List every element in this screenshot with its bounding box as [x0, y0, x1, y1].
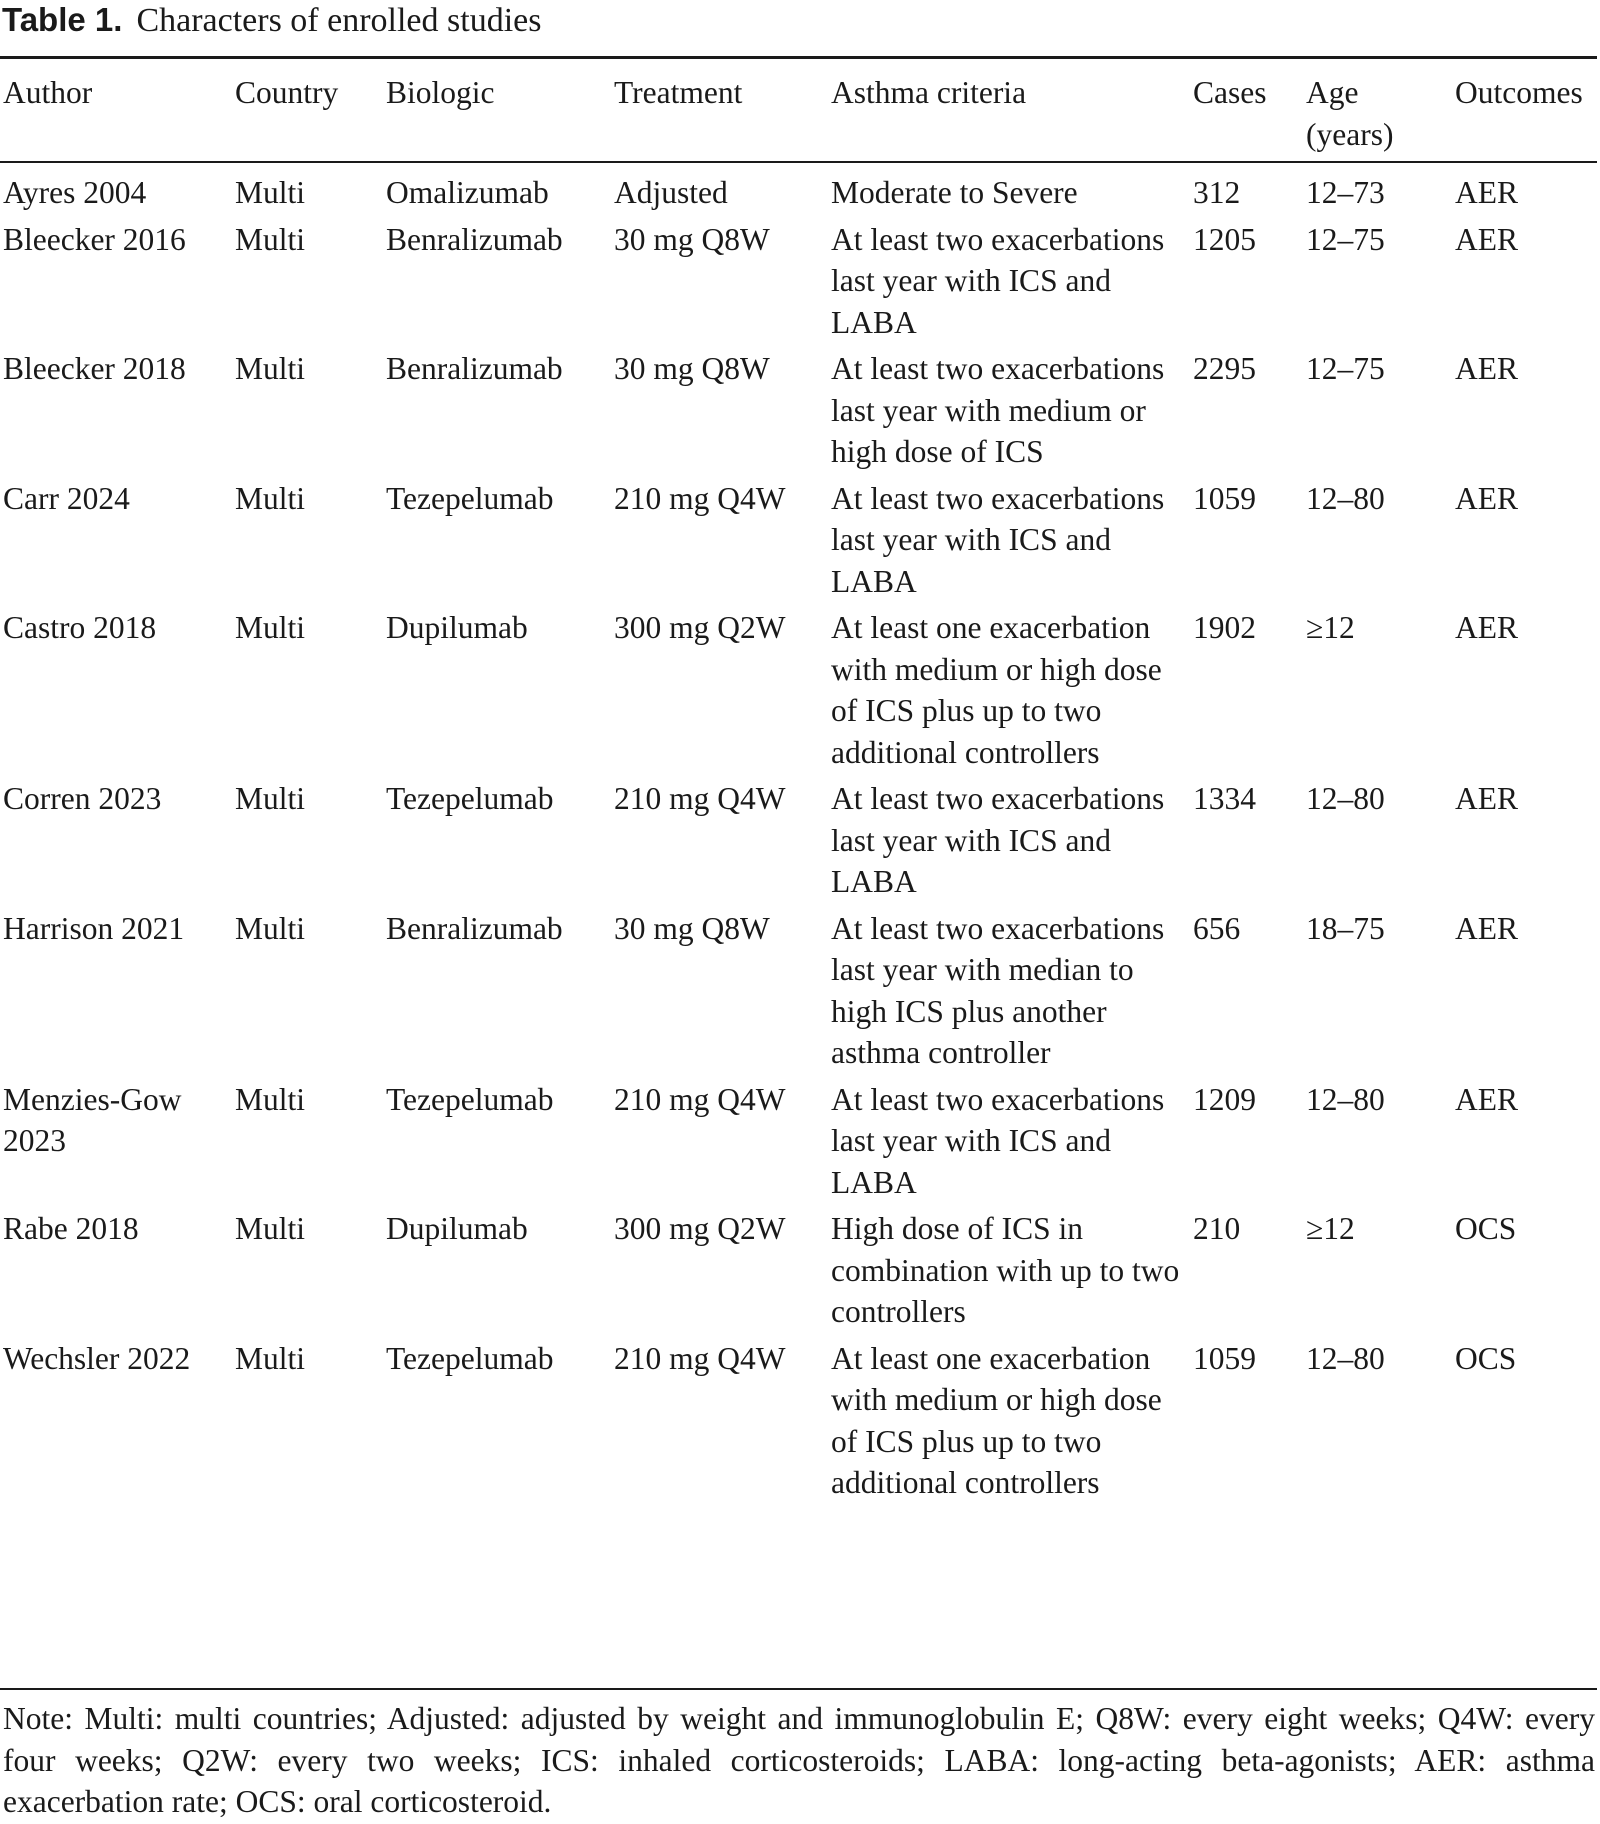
cell-author: Harrison 2021: [3, 910, 185, 946]
cell-asthma-criteria: At least two exacerbations last year with ICS and LABA: [831, 221, 1165, 340]
cell-biologic: Benralizumab: [386, 910, 563, 946]
cell-treatment: Adjusted: [614, 175, 728, 210]
header-age: [1306, 72, 1455, 155]
cell-asthma-criteria: At least two exacerbations last year with median to high ICS plus another asthma controller: [831, 910, 1165, 1070]
cell-cases: 1902: [1193, 610, 1256, 645]
table-row: [0, 1079, 1597, 1209]
cell-outcomes: AER: [1455, 610, 1518, 645]
cell-country: Multi: [235, 1340, 306, 1376]
header-country: Country: [235, 75, 339, 110]
cell-author: Ayres 2004: [3, 175, 147, 210]
cell-asthma-criteria: At least one exacerbation with medium or high dose of ICS plus up to two additional controllers: [831, 1340, 1162, 1500]
cell-country: Multi: [235, 910, 306, 946]
cell-author: Corren 2023: [3, 781, 162, 816]
cell-cases: 1205: [1193, 221, 1256, 257]
cell-outcomes: AER: [1455, 175, 1518, 210]
table-row: [0, 908, 1597, 1079]
cell-asthma-criteria: At least two exacerbations last year with medium or high dose of ICS: [831, 351, 1165, 469]
cell-cases: 312: [1193, 175, 1241, 210]
cell-age: ≥12: [1306, 610, 1355, 645]
cell-country: Multi: [235, 1211, 306, 1246]
header-biologic: Biologic: [386, 75, 495, 110]
cell-age: 12–80: [1306, 781, 1385, 816]
cell-treatment: 30 mg Q8W: [614, 221, 770, 257]
table-row: [0, 348, 1597, 478]
header-age-line2: (years): [1306, 116, 1394, 152]
cell-cases: 210: [1193, 1211, 1241, 1246]
table-row: [0, 607, 1597, 778]
cell-treatment: 300 mg Q2W: [614, 1211, 786, 1246]
cell-author: Bleecker 2018: [3, 351, 186, 386]
table-top-rule: [0, 56, 1597, 59]
cell-biologic: Tezepelumab: [386, 781, 554, 816]
cell-biologic: Benralizumab: [386, 221, 563, 257]
cell-treatment: 30 mg Q8W: [614, 351, 770, 386]
header-outcomes: Outcomes: [1455, 75, 1583, 110]
cell-cases: 1059: [1193, 1340, 1256, 1376]
cell-author: Bleecker 2016: [3, 221, 186, 257]
cell-author: Rabe 2018: [3, 1211, 139, 1246]
cell-treatment: 300 mg Q2W: [614, 610, 786, 645]
cell-country: Multi: [235, 610, 306, 645]
cell-treatment: 210 mg Q4W: [614, 480, 786, 516]
cell-biologic: Tezepelumab: [386, 1081, 554, 1117]
cell-age: ≥12: [1306, 1211, 1355, 1246]
table-note: Note: Multi: multi countries; Adjusted: adjusted by weight and immunoglobulin E; Q8W: every eight weeks; Q4W: every four weeks; Q2W: every two weeks; ICS: inhaled corticosteroids; LABA: long-acting beta-agonists; AER: asthma exacerbation rate; OCS: oral corticosteroid.: [3, 1701, 1595, 1819]
table-row: [0, 1338, 1597, 1509]
cell-treatment: 30 mg Q8W: [614, 910, 770, 946]
table-caption: [2, 0, 541, 41]
cell-country: Multi: [235, 351, 306, 386]
cell-outcomes: AER: [1455, 351, 1518, 386]
cell-cases: 656: [1193, 910, 1241, 946]
table-row: [0, 172, 1597, 219]
cell-outcomes: AER: [1455, 480, 1518, 516]
cell-asthma-criteria: At least two exacerbations last year with ICS and LABA: [831, 781, 1165, 899]
cell-biologic: Tezepelumab: [386, 480, 554, 516]
cell-biologic: Tezepelumab: [386, 1340, 554, 1376]
cell-author: Castro 2018: [3, 610, 157, 645]
cell-country: Multi: [235, 1081, 306, 1117]
table-caption-label: Table 1.: [2, 1, 123, 38]
header-row: [0, 72, 1597, 155]
cell-country: Multi: [235, 480, 306, 516]
cell-asthma-criteria: At least one exacerbation with medium or high dose of ICS plus up to two additional controllers: [831, 610, 1162, 770]
header-cases: Cases: [1193, 75, 1267, 110]
cell-outcomes: AER: [1455, 1081, 1518, 1117]
cell-biologic: Dupilumab: [386, 610, 528, 645]
cell-country: Multi: [235, 781, 306, 816]
cell-country: Multi: [235, 221, 306, 257]
cell-outcomes: AER: [1455, 781, 1518, 816]
cell-author: Carr 2024: [3, 480, 130, 516]
cell-cases: 1059: [1193, 480, 1256, 516]
table-header: [0, 72, 1597, 155]
cell-age: 12–80: [1306, 1081, 1385, 1117]
table-row: [0, 778, 1597, 908]
table-row: [0, 478, 1597, 608]
cell-treatment: 210 mg Q4W: [614, 781, 786, 816]
cell-author: Wechsler 2022: [3, 1340, 191, 1376]
cell-age: 12–80: [1306, 1340, 1385, 1376]
table-body: [0, 172, 1597, 1509]
cell-asthma-criteria: High dose of ICS in combination with up to two controllers: [831, 1211, 1180, 1329]
cell-outcomes: OCS: [1455, 1340, 1517, 1376]
cell-outcomes: AER: [1455, 910, 1518, 946]
cell-cases: 1209: [1193, 1081, 1256, 1117]
header-asthma-criteria: Asthma criteria: [831, 75, 1027, 110]
cell-outcomes: AER: [1455, 221, 1518, 257]
header-author: Author: [3, 75, 93, 110]
cell-biologic: Dupilumab: [386, 1211, 528, 1246]
cell-age: 12–75: [1306, 221, 1385, 257]
cell-age: 18–75: [1306, 910, 1385, 946]
cell-asthma-criteria: Moderate to Severe: [831, 175, 1078, 210]
cell-biologic: Benralizumab: [386, 351, 563, 386]
cell-asthma-criteria: At least two exacerbations last year with ICS and LABA: [831, 1081, 1165, 1200]
cell-age: 12–75: [1306, 351, 1385, 386]
header-age-line1: Age: [1306, 75, 1359, 110]
header-treatment: Treatment: [614, 75, 743, 110]
cell-author: Menzies-Gow 2023: [3, 1081, 182, 1158]
cell-outcomes: OCS: [1455, 1211, 1517, 1246]
cell-asthma-criteria: At least two exacerbations last year with ICS and LABA: [831, 480, 1165, 599]
cell-country: Multi: [235, 175, 306, 210]
cell-cases: 1334: [1193, 781, 1256, 816]
table-bottom-rule: [0, 1688, 1597, 1690]
table-row: [0, 219, 1597, 349]
cell-treatment: 210 mg Q4W: [614, 1340, 786, 1376]
cell-cases: 2295: [1193, 351, 1256, 386]
cell-treatment: 210 mg Q4W: [614, 1081, 786, 1117]
cell-age: 12–80: [1306, 480, 1385, 516]
cell-age: 12–73: [1306, 175, 1385, 210]
table-header-rule: [0, 161, 1597, 163]
table-row: [0, 1208, 1597, 1338]
table-caption-title: Characters of enrolled studies: [136, 2, 542, 39]
cell-biologic: Omalizumab: [386, 175, 549, 210]
